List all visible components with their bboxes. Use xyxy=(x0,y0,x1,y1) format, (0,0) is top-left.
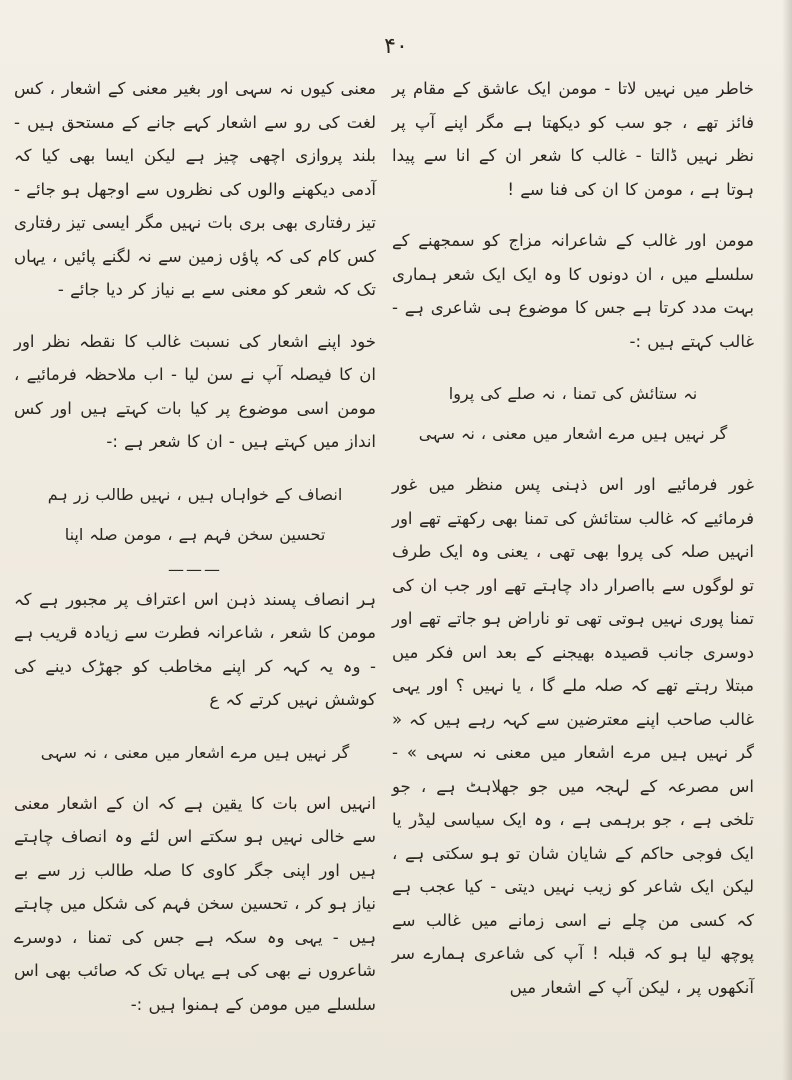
paragraph: خود اپنے اشعار کی نسبت غالب کا نقطہ نظر اور ان کا فیصلہ آپ نے سن لیا - اب ملاحظہ فرمائیے ، مومن اسی موضوع پر کیا بات کہتے ہیں اور کس انداز میں کہتے ہیں - ان کا شعر ہے :- xyxy=(14,331,376,451)
page-edge-shadow xyxy=(782,0,792,1080)
verse-block xyxy=(14,735,376,771)
verse-line: گر نہیں ہیں مرے اشعار میں معنی ، نہ سہی xyxy=(418,424,728,443)
paragraph: معنی کیوں نہ سہی اور بغیر معنی کے اشعار ، کس لغت کی رو سے اشعار کہے جانے کے مستحق ہیں - بلند پروازی اچھی چیز ہے لیکن ایسا بھی کیا کہ آدمی دیکھنے والوں کی نظروں سے اوجھل ہو جائے - تیز رفتاری بھی بری بات نہیں مگر ایسی تیز رفتاری کس کام کی کہ پاؤں زمین سے نہ لگنے پائیں ، یہاں تک کہ شعر کو معنی سے بے نیاز کر دیا جائے - xyxy=(14,79,376,299)
right-column xyxy=(392,72,754,1022)
paragraph: انہیں اس بات کا یقین ہے کہ ان کے اشعار معنی سے خالی نہیں ہو سکتے اس لئے وہ انصاف چاہتے ہیں اور اپنی جگر کاوی کا صلہ طالب زر سے بے نیاز ہو کر ، تحسین سخن فہم کی شکل میں چاہتے ہیں - یہی وہ سکہ ہے جس کی تمنا ، دوسرے شاعروں نے بھی کی ہے یہاں تک کہ صائب بھی اس سلسلے میں مومن کے ہمنوا ہیں :- xyxy=(14,793,376,1014)
paragraph: غور فرمائیے اور اس ذہنی پس منظر میں غور فرمائیے کہ غالب ستائش کی تمنا بھی رکھتے تھے اور انہیں صلہ کی پروا بھی تھی ، یعنی وہ ایک طرف تو لوگوں سے بااصرار داد چاہتے تھے اور جب ان کی تمنا پوری نہیں ہوتی تھی تو ناراض ہو جاتے تھے اور دوسری جانب قصیدہ بھیجنے کے بعد اس فکر میں مبتلا رہتے تھے کہ صلہ ملے گا ، یا نہیں ؟ اور یہی غالب صاحب اپنے معترضین سے کہہ رہے ہیں کہ « گر نہیں ہیں مرے اشعار میں معنی نہ سہی » - اس مصرعہ کے لہجہ میں جو جھلاہٹ ہے ، جو تلخی ہے ، جو برہمی ہے ، وہ ایک سیاسی لیڈر یا ایک فوجی حاکم کے شایان شان تو ہو سکتی ہے ، لیکن ایک شاعر کو زیب نہیں دیتی - کیا عجب ہے کہ کسی من چلے نے اسی زمانے میں غالب سے پوچھ لیا ہو کہ قبلہ ! آپ کی شاعری ہمارے سر آنکھوں پر ، لیکن آپ کے اشعار میں xyxy=(392,475,754,997)
verse-line: تحسین سخن فہم ہے ، مومن صلہ اپنا xyxy=(64,524,326,544)
verse-block xyxy=(392,376,754,452)
verse-line: نہ ستائش کی تمنا ، نہ صلے کی پروا xyxy=(448,384,698,403)
paragraph: خاطر میں نہیں لاتا - مومن ایک عاشق کے مقام پر فائز تھے ، جو سب کو دیکھتا ہے مگر اپنے آپ پر نظر نہیں ڈالتا - غالب کا شعر ان کے انا سے پیدا ہوتا ہے ، مومن کا ان کی فنا سے ! xyxy=(392,79,754,199)
page-number: ۴۰ xyxy=(384,34,408,59)
verse-line: انصاف کے خواہاں ہیں ، نہیں طالب زر ہم xyxy=(47,484,343,504)
verse-line: گر نہیں ہیں مرے اشعار میں معنی ، نہ سہی xyxy=(40,742,350,762)
verse-divider: ——— xyxy=(168,559,222,579)
left-column xyxy=(14,72,376,1039)
paragraph: ہر انصاف پسند ذہن اس اعتراف پر مجبور ہے کہ مومن کا شعر ، شاعرانہ فطرت سے زیادہ قریب ہے - وہ یہ کہہ کر اپنے مخاطب کو جھڑک دینے کی کوشش نہیں کرتے کہ ع xyxy=(14,589,376,709)
paragraph: مومن اور غالب کے شاعرانہ مزاج کو سمجھنے کے سلسلے میں ، ان دونوں کا وہ ایک ایک شعر ہماری بہت مدد کرتا ہے جس کا موضوع ہی شاعری ہے - غالب کہتے ہیں :- xyxy=(392,231,754,351)
verse-block xyxy=(14,477,376,553)
